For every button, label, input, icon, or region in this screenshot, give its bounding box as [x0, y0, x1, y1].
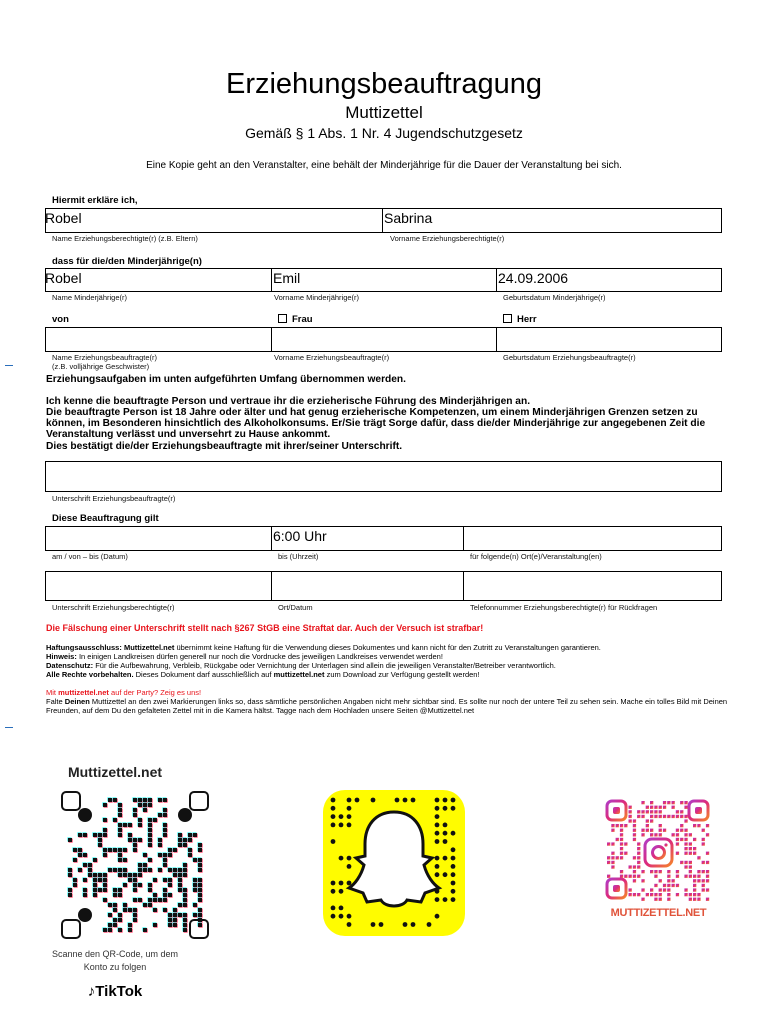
guardian-label: Hiermit erkläre ich, [52, 195, 138, 206]
minor-label: dass für die/den Minderjährige(n) [52, 256, 202, 267]
confirmation-statement [46, 441, 726, 452]
checkbox-frau[interactable] [278, 314, 287, 323]
place-date-caption: Ort/Datum [278, 603, 313, 612]
minor-box [45, 268, 722, 292]
liability-label: Haftungsausschluss: [46, 643, 122, 652]
validity-label: Diese Beauftragung gilt [52, 513, 159, 524]
minor-birthdate-caption: Geburtsdatum Minderjährige(r) [503, 293, 606, 302]
option-frau-label: Frau [292, 314, 313, 325]
fold-word: Deinen [64, 697, 90, 706]
fold-marker-top [5, 365, 13, 366]
rights-tail: zum Download zur Verfügung gestellt werden! [326, 670, 480, 679]
hint-label: Hinweis: [46, 652, 77, 661]
minor-first-name-field[interactable]: Emil [273, 270, 301, 286]
delegate-label: von [52, 314, 69, 325]
option-herr[interactable] [503, 314, 537, 325]
fold-marker-bottom [5, 727, 13, 728]
minor-last-name-field[interactable]: Robel [45, 270, 82, 286]
party-block [46, 688, 736, 715]
validity-place-caption: für folgende(n) Ort(e)/Veranstaltung(en) [470, 552, 602, 561]
delegate-last-name-caption: Name Erziehungsbeauftragte(r) [52, 353, 158, 362]
tiktok-brand-label: TikTok [95, 983, 143, 1000]
guardian-signature-box [45, 571, 722, 601]
competence-statement: Die beauftragte Person ist 18 Jahre oder älter und hat genug erzieherische Kompetenzen, um einem Minderjährigen Grenzen setzen zu können, im Besonderen hinsichtlich des Alkoholkonsums. Er/Sie trägt Sorge dafür, dass die/der Minderjährige zur angegebenen Zeit die Veranstaltung verlässt und unversehrt zu Hause ankommt. [46, 407, 706, 440]
phone-caption: Telefonnummer Erziehungsberechtigte(r) für Rückfragen [470, 603, 658, 612]
trust-statement: Ich kenne die beauftragte Person und vertraue ihr die erzieherische Führung des Minderjährigen an. [46, 396, 531, 407]
document-title: Erziehungsbeauftragung [225, 68, 542, 100]
fold-label: Falte [46, 697, 63, 706]
guardian-last-name-field[interactable]: Robel [45, 210, 82, 226]
law-reference: Gemäß § 1 Abs. 1 Nr. 4 Jugendschutzgesetz [245, 125, 523, 141]
delegate-birthdate-caption: Geburtsdatum Erziehungsbeauftragte(r) [503, 353, 636, 362]
snapchat-code[interactable] [323, 790, 465, 936]
scope-statement: Erziehungsaufgaben im unten aufgeführten Umfang übernommen werden. [46, 374, 406, 385]
privacy-label: Datenschutz: [46, 661, 94, 670]
forgery-warning: Die Fälschung einer Unterschrift stellt nach §267 StGB eine Straftat dar. Auch der Versuch ist strafbar! [46, 623, 484, 633]
instagram-handle: MUTTIZETTEL.NET [610, 907, 707, 919]
hint-text: In einigen Landkreisen dürfen generell nur noch die Vordrucke des jeweiligen Landkreises verwendet werden! [78, 652, 443, 661]
liability-text: übernimmt keine Haftung für die Verwendung dieses Dokumentes und kann nicht für den Zutritt zu Veranstaltungen garantieren. [176, 643, 601, 652]
guardian-first-name-caption: Vorname Erziehungsberechtigte(r) [390, 234, 505, 243]
validity-date-caption: am / von – bis (Datum) [52, 552, 128, 561]
validity-box [45, 526, 722, 551]
delegate-first-name-caption: Vorname Erziehungsbeauftragte(r) [274, 353, 390, 362]
guardian-name-box [45, 208, 722, 233]
tiktok-card [40, 755, 220, 1010]
fold-text: Muttizettel an den zwei Markierungen links so, dass sämtliche persönlichen Angaben nicht mehr sichtbar sind. Es sollte nur noch der untere Teil zu sehen sein. Mache ein tolles Bild mit Deinen Freunden, auf dem Du den gefalteten Zettel mit in die Kamera hältst. Tagge nach dem Hochladen unsere Seiten @Muttizettel.net [46, 697, 728, 715]
option-frau[interactable] [278, 314, 313, 325]
delegate-signature-field[interactable] [45, 461, 722, 492]
validity-time-caption: bis (Uhrzeit) [278, 552, 319, 561]
delegate-last-name-caption-2: (z.B. volljährige Geschwister) [52, 362, 150, 371]
disclaimer-block [46, 643, 736, 679]
minor-first-name-caption: Vorname Minderjährige(r) [274, 293, 360, 302]
privacy-text: Für die Aufbewahrung, Verbleib, Rückgabe oder Vernichtung der Unterlagen sind allein die jeweiligen Veranstalter/Betreiber verantwortlich. [95, 661, 556, 670]
party-pre: Mit [46, 688, 56, 697]
rights-text: Dieses Dokument darf ausschließlich auf [135, 670, 272, 679]
tiktok-note-icon: ♪ [87, 983, 96, 1000]
party-site: muttizettel.net [58, 688, 109, 697]
minor-birthdate-field[interactable]: 24.09.2006 [498, 270, 569, 286]
delegate-signature-caption: Unterschrift Erziehungsbeauftragte(r) [52, 494, 176, 503]
checkbox-herr[interactable] [503, 314, 512, 323]
rights-label: Alle Rechte vorbehalten. [46, 670, 134, 679]
rights-site: muttizettel.net [273, 670, 325, 679]
liability-site: Muttizettel.net [123, 643, 175, 652]
confirmation-text: Dies bestätigt die/der Erziehungsbeauftragte mit ihrer/seiner Unterschrift. [46, 441, 403, 452]
tiktok-scan-text: Scanne den QR-Code, um dem Konto zu folgen [51, 949, 179, 972]
document-subtitle: Muttizettel [345, 103, 423, 122]
validity-time-field[interactable]: 6:00 Uhr [273, 528, 327, 544]
option-herr-label: Herr [517, 314, 537, 325]
instagram-card [597, 791, 720, 937]
tiktok-title: Muttizettel.net [67, 764, 163, 780]
guardian-signature-caption: Unterschrift Erziehungsberechtigte(r) [52, 603, 175, 612]
minor-last-name-caption: Name Minderjährige(r) [52, 293, 128, 302]
guardian-first-name-field[interactable]: Sabrina [384, 210, 433, 226]
delegate-box [45, 327, 722, 352]
copy-note: Eine Kopie geht an den Veranstalter, eine behält der Minderjährige für die Dauer der Veranstaltung bei sich. [146, 160, 622, 171]
party-tail: auf der Party? Zeig es uns! [111, 688, 202, 697]
guardian-last-name-caption: Name Erziehungsberechtigte(r) (z.B. Eltern) [52, 234, 198, 243]
tiktok-brand [40, 983, 190, 1000]
tiktok-qr-code[interactable] [60, 790, 210, 940]
